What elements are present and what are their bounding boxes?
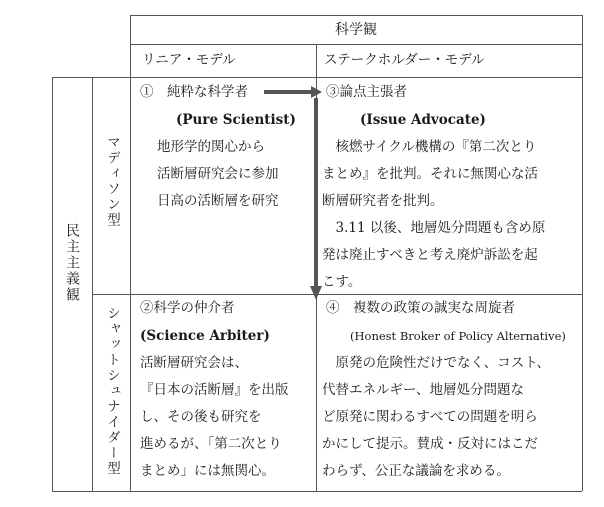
honest-broker-line-3: ど原発に関わるすべての問題を明ら [322, 409, 538, 425]
science-arbiter-title: ②科学の仲介者 [140, 300, 235, 316]
pure-scientist-line-1: 地形学的関心から [157, 139, 265, 155]
pure-scientist-line-3: 日高の活断層を研究 [157, 193, 279, 209]
arrow-down-to-honest-head [310, 286, 322, 300]
header-stakeholder-model: ステークホルダー・モデル [324, 52, 485, 68]
arrow-pure-to-issue-head [311, 86, 322, 98]
row-group-democracy-view: 民主主義観 [64, 223, 80, 303]
issue-advocate-line-6: こす。 [322, 274, 362, 290]
honest-broker-line-4: かにして提示。賛成・反対にはこだ [322, 436, 538, 452]
science-arbiter-line-2: 『日本の活断層』を出版 [140, 382, 289, 398]
row-schattschneider-type: シャットシュナイダー型 [104, 306, 120, 477]
science-arbiter-english: (Science Arbiter) [140, 328, 270, 344]
issue-advocate-line-1: 核燃サイクル機構の『第二次とり [322, 139, 537, 155]
issue-advocate-line-2: まとめ』を批判。それに無関心な活 [322, 166, 538, 182]
row-madison-type: マディソン型 [104, 135, 120, 228]
honest-broker-line-2: 代替エネルギー、地層処分問題な [322, 382, 524, 398]
science-arbiter-line-3: し、その後も研究を [140, 409, 262, 425]
header-linear-model: リニア・モデル [142, 52, 236, 68]
honest-broker-english: (Honest Broker of Policy Alternative) [350, 329, 566, 343]
issue-advocate-line-3: 断層研究者を批判。 [322, 193, 444, 209]
honest-broker-title: ④ 複数の政策の誠実な周旋者 [326, 300, 515, 316]
science-arbiter-line-4: 進めるが、「第二次とり [140, 436, 282, 452]
science-arbiter-line-5: まとめ」には無関心。 [140, 463, 275, 479]
pure-scientist-english: (Pure Scientist) [176, 112, 296, 128]
issue-advocate-line-5: 発は廃止すべきと考え廃炉訴訟を起 [322, 247, 538, 263]
issue-advocate-line-4: 3.11 以後、地層処分問題も含め原 [322, 220, 546, 236]
issue-advocate-english: (Issue Advocate) [360, 112, 486, 128]
pure-scientist-line-2: 活断層研究会に参加 [157, 166, 279, 182]
header-science-view: 科学観 [335, 22, 377, 38]
honest-broker-line-5: わらず、公正な議論を求める。 [322, 463, 510, 479]
issue-advocate-title: ③論点主張者 [326, 84, 407, 100]
honest-broker-line-1: 原発の危険性だけでなく、コスト、 [322, 355, 551, 371]
pure-scientist-title: ① 純粋な科学者 [140, 84, 248, 100]
science-arbiter-line-1: 活断層研究会は、 [140, 355, 248, 371]
